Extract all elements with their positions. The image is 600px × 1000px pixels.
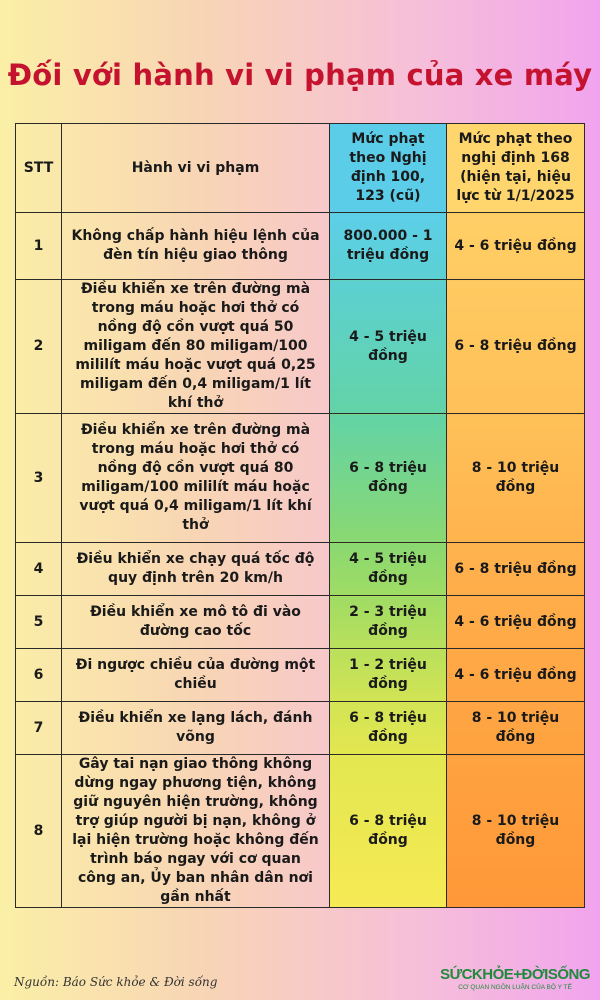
- header-new-penalty: Mức phạt theo nghị định 168 (hiện tại, hiệu lực từ 1/1/2025: [447, 124, 585, 213]
- row-old-penalty: 800.000 - 1 triệu đồng: [330, 213, 447, 280]
- row-stt: 2: [16, 280, 62, 414]
- row-stt: 5: [16, 596, 62, 649]
- penalty-table: [15, 123, 585, 908]
- table-row: [16, 596, 585, 649]
- header-action: Hành vi vi phạm: [62, 124, 330, 213]
- row-action: Gây tai nạn giao thông không dừng ngay phương tiện, không giữ nguyên hiện trường, không trợ giúp người bị nạn, không ở lại hiện trường hoặc không đến trình báo ngay với cơ quan công an, Ủy ban nhân dân nơi gần nhất: [62, 755, 330, 908]
- logo-tagline: CƠ QUAN NGÔN LUẬN CỦA BỘ Y TẾ: [458, 984, 572, 991]
- row-new-penalty: 6 - 8 triệu đồng: [447, 543, 585, 596]
- page-title: Đối với hành vi vi phạm của xe máy: [7, 58, 593, 92]
- table-row: [16, 280, 585, 414]
- row-old-penalty: 1 - 2 triệu đồng: [330, 649, 447, 702]
- publisher-logo: [440, 966, 590, 991]
- row-new-penalty: 4 - 6 triệu đồng: [447, 213, 585, 280]
- row-stt: 1: [16, 213, 62, 280]
- row-new-penalty: 4 - 6 triệu đồng: [447, 649, 585, 702]
- row-stt: 8: [16, 755, 62, 908]
- row-old-penalty: 6 - 8 triệu đồng: [330, 702, 447, 755]
- header-stt: STT: [16, 124, 62, 213]
- row-old-penalty: 4 - 5 triệu đồng: [330, 280, 447, 414]
- table-header-row: [16, 124, 585, 213]
- row-new-penalty: 4 - 6 triệu đồng: [447, 596, 585, 649]
- header-old-penalty: Mức phạt theo Nghị định 100, 123 (cũ): [330, 124, 447, 213]
- row-action: Điều khiển xe mô tô đi vào đường cao tốc: [62, 596, 330, 649]
- row-old-penalty: 6 - 8 triệu đồng: [330, 755, 447, 908]
- row-stt: 4: [16, 543, 62, 596]
- row-action: Điều khiển xe trên đường mà trong máu hoặc hơi thở có nồng độ cồn vượt quá 80 miligam/100 mililít máu hoặc vượt quá 0,4 miligam/1 lít khí thở: [62, 414, 330, 543]
- row-new-penalty: 6 - 8 triệu đồng: [447, 280, 585, 414]
- table-row: [16, 755, 585, 908]
- table-row: [16, 213, 585, 280]
- table-row: [16, 702, 585, 755]
- row-new-penalty: 8 - 10 triệu đồng: [447, 702, 585, 755]
- row-old-penalty: 2 - 3 triệu đồng: [330, 596, 447, 649]
- logo-name: SỨCKHỎE+ĐỜISỐNG: [440, 966, 590, 983]
- table-row: [16, 543, 585, 596]
- source-credit: Nguồn: Báo Sức khỏe & Đời sống: [14, 975, 218, 989]
- row-stt: 7: [16, 702, 62, 755]
- row-action: Điều khiển xe lạng lách, đánh võng: [62, 702, 330, 755]
- table-row: [16, 649, 585, 702]
- row-action: Điều khiển xe trên đường mà trong máu hoặc hơi thở có nồng độ cồn vượt quá 50 miligam đến 80 miligam/100 mililít máu hoặc vượt quá 0,25 miligam đến 0,4 miligam/1 lít khí thở: [62, 280, 330, 414]
- row-action: Đi ngược chiều của đường một chiều: [62, 649, 330, 702]
- row-stt: 6: [16, 649, 62, 702]
- table-row: [16, 414, 585, 543]
- row-new-penalty: 8 - 10 triệu đồng: [447, 414, 585, 543]
- row-action: Không chấp hành hiệu lệnh của đèn tín hiệu giao thông: [62, 213, 330, 280]
- row-stt: 3: [16, 414, 62, 543]
- row-old-penalty: 4 - 5 triệu đồng: [330, 543, 447, 596]
- row-action: Điều khiển xe chạy quá tốc độ quy định trên 20 km/h: [62, 543, 330, 596]
- row-old-penalty: 6 - 8 triệu đồng: [330, 414, 447, 543]
- row-new-penalty: 8 - 10 triệu đồng: [447, 755, 585, 908]
